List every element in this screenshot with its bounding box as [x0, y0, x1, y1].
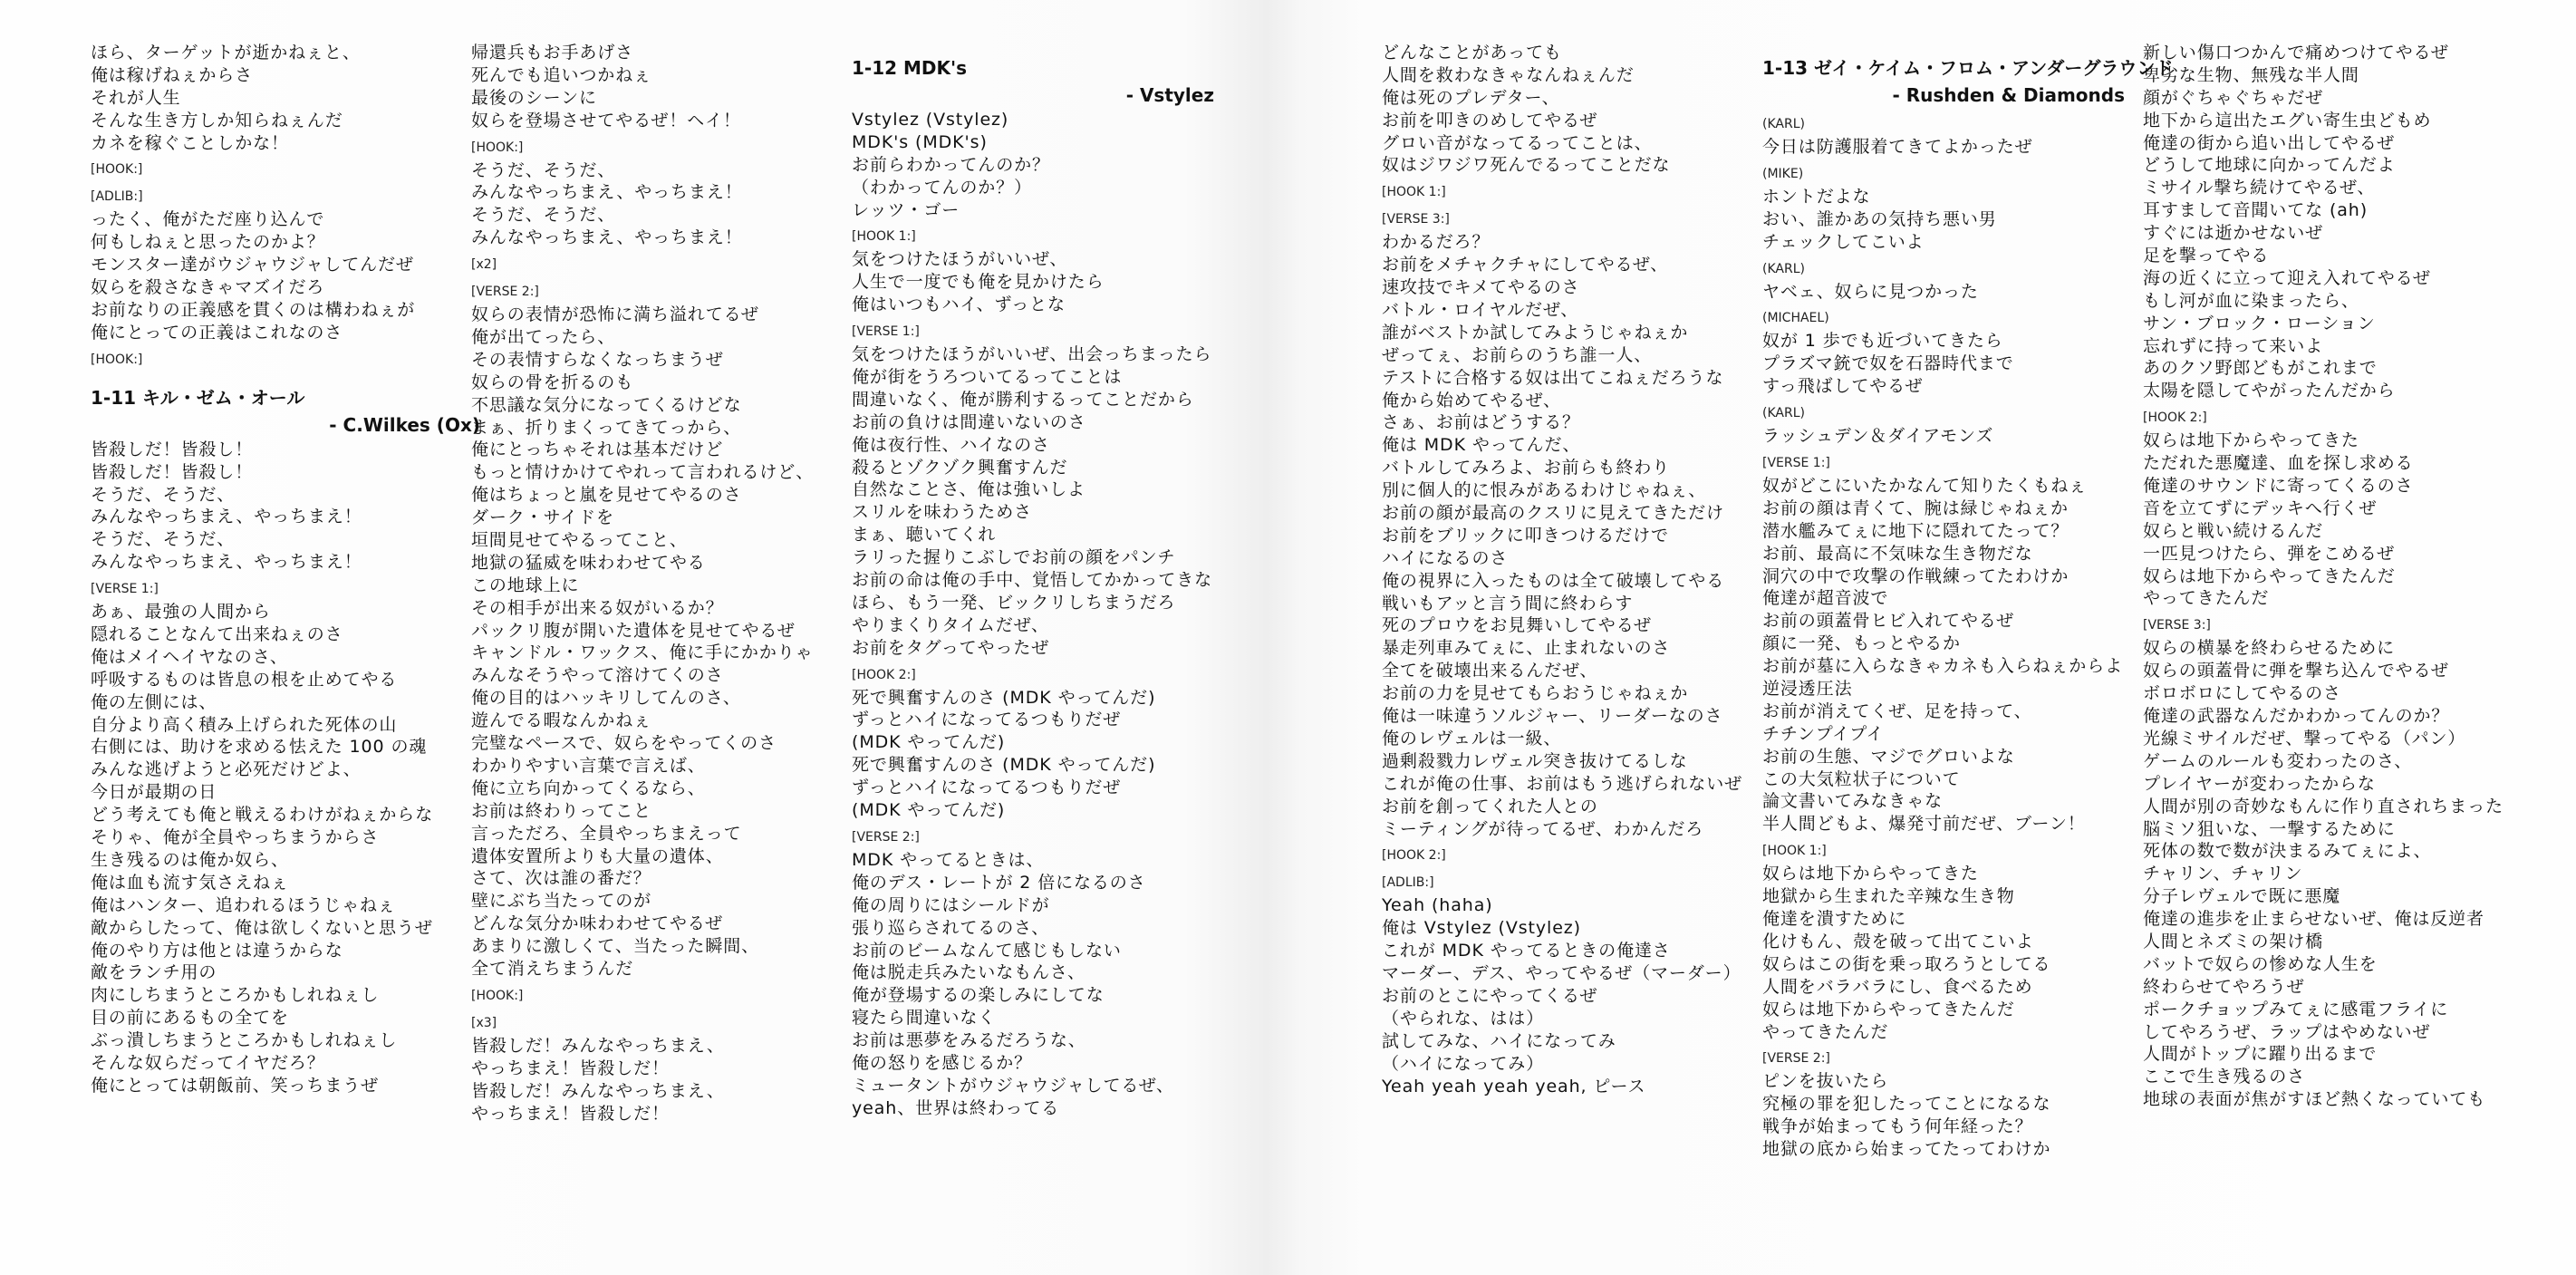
lyric-line: パックリ腹が開いた遺体を見せてやるぜ [471, 620, 796, 641]
lyric-line: 音を立てずにデッキへ行くぜ [2143, 497, 2378, 518]
lyric-line: 何もしねぇと思ったのかよ？ [91, 232, 325, 253]
lyric-line: 俺は夜行性、ハイなのさ [852, 434, 1050, 455]
section-tag: [VERSE 1:] [852, 324, 920, 340]
lyric-line: 全て消えちまうんだ [471, 958, 634, 979]
lyric-line: 俺はいつもハイ、ずっとな [852, 295, 1066, 315]
lyric-line: 顔がぐちゃぐちゃだぜ [2143, 87, 2324, 108]
lyric-line: 論文書いてみなきゃな [1762, 791, 1944, 812]
lyric-line: 俺達の武器なんだかわかってんのか？ [2143, 706, 2450, 727]
lyric-line: 一匹見つけたら、弾をこめるぜ [2143, 543, 2396, 564]
lyric-line: 速攻技でキメてやるのさ [1382, 277, 1580, 298]
lyric-line: そうだ、そうだ、 [91, 484, 236, 505]
lyric-line: 奴らは地下からやってきたんだ [1762, 999, 2015, 1019]
lyric-line: 今日が最期の日 [91, 782, 217, 803]
section-tag: [VERSE 1:] [1762, 456, 1830, 471]
lyric-line: そうだ、そうだ、 [471, 205, 616, 226]
lyric-line: 人間をバラバラにし、食べるため [1762, 976, 2033, 997]
lyric-line: 顔に一発、もっとやるか [1762, 633, 1961, 654]
lyric-line: 今日は防護服着てきてよかったぜ [1762, 137, 2033, 157]
lyric-line: 俺達のサウンドに寄ってくるのさ [2143, 476, 2414, 497]
lyric-line: 敵からしたって、俺は欲しくないと思うぜ [91, 917, 433, 938]
lyric-line: みんな逃げようと必死だけどよ、 [91, 759, 362, 780]
lyric-line: さて、次は誰の番だ？ [471, 868, 651, 889]
lyric-line: ポークチョップみてぇに感電フライに [2143, 999, 2449, 1019]
lyric-line: ぜってぇ、お前らのうち誰一人、 [1382, 344, 1653, 365]
lyric-line: この地球上に [471, 575, 580, 595]
lyric-line: 右側には、助けを求める怯えた 100 の魂 [91, 737, 428, 758]
lyric-line: やっちまえ！皆殺しだ！ [471, 1103, 670, 1124]
lyric-line: キャンドル・ワックス、俺に手にかかりゃ [471, 642, 814, 663]
lyric-line: 俺達を潰すために [1762, 909, 1907, 930]
lyrics-column-2 [471, 42, 861, 1125]
lyric-line: 光線ミサイルだぜ、撃ってやる（パン） [2143, 728, 2466, 749]
lyric-line: さぁ、お前はどうする？ [1382, 412, 1580, 433]
track-title: 1-13 ゼイ・ケイム・フロム・アンダーグラウンド [1762, 57, 2174, 79]
lyric-line: 地球の表面が焦がすほど熱くなっていても [2143, 1089, 2486, 1110]
lyric-line: 自然なことさ、俺は強いしよ [852, 479, 1085, 500]
lyric-line: 奴らと戦い続けるんだ [2143, 520, 2324, 541]
lyric-line: 戦争が始まってもう何年経った？ [1762, 1116, 2033, 1137]
lyric-line: 俺はメイヘイヤなのさ、 [91, 646, 288, 667]
lyric-line: みんなやっちまえ、やっちまえ！ [471, 227, 743, 248]
lyric-line: そうだ、そうだ、 [471, 159, 616, 180]
lyric-line: 奴らの横暴を終わらせるために [2143, 638, 2396, 659]
lyrics-column-6 [2143, 42, 2533, 1111]
lyric-line: (MDK やってんだ) [852, 732, 1006, 753]
lyric-line: 皆殺しだ！皆殺し！ [91, 439, 254, 459]
lyric-line: 呼吸するものは皆息の根を止めてやる [91, 669, 398, 690]
lyric-line: 半人間どもよ、爆発寸前だぜ、ブーン！ [1762, 814, 2086, 835]
lyric-line: お前をメチャクチャにしてやるぜ、 [1382, 255, 1669, 275]
lyric-line: 俺の怒りを感じるか？ [852, 1052, 1033, 1073]
lyric-line: 俺は MDK やってんだ、 [1382, 435, 1581, 456]
lyric-line: 地獄の底から始まってたってわけか [1762, 1139, 2051, 1160]
lyric-line: 俺達が超音波で [1762, 588, 1889, 609]
lyric-line: 奴らの表情が恐怖に満ち溢れてるぜ [471, 304, 759, 325]
lyric-line: 終わらせてやろうぜ [2143, 976, 2305, 997]
lyric-line: 死のプロウをお見舞いしてやるぜ [1382, 615, 1652, 636]
lyric-line: その相手が出来る奴がいるか？ [471, 597, 724, 618]
lyric-line: 究極の罪を犯したってことになるな [1762, 1094, 2051, 1115]
lyric-line: 人間を救わなきゃなんねぇんだ [1382, 64, 1635, 85]
lyric-line: 俺にとっちゃそれは基本だけど [471, 439, 724, 460]
lyric-line: 太陽を隠してやがったんだから [2143, 381, 2396, 401]
lyric-line: マーダー、デス、やってやるぜ（マーダー） [1382, 963, 1741, 984]
lyric-line: 隠れることなんて出来ねぇのさ [91, 624, 343, 645]
lyric-line: ヤベェ、奴らに見つかった [1762, 281, 1979, 302]
lyric-line: 間違いなく、俺が勝利するってことだから [852, 389, 1194, 410]
lyric-line: 皆殺しだ！皆殺し！ [91, 461, 254, 482]
lyrics-column-4 [1382, 42, 1771, 1097]
lyric-line: そりゃ、俺が全員やっちまうからさ [91, 827, 380, 848]
lyric-line: おい、誰かあの気持ち悪い男 [1762, 208, 1997, 229]
lyric-line: ミーティングが待ってるぜ、わかんだろ [1382, 818, 1704, 839]
lyric-line: 気をつけたほうがいいぜ、 [852, 249, 1068, 270]
lyric-line: ほら、ターゲットが逝かねぇと、 [91, 43, 361, 63]
lyric-line: 俺は死のプレデター、 [1382, 87, 1560, 108]
lyric-line: これが俺の仕事、お前はもう逃げられないぜ [1382, 773, 1743, 794]
lyric-line: まぁ、聴いてくれ [852, 525, 997, 546]
lyric-line: そうだ、そうだ、 [91, 529, 236, 550]
lyric-line: お前は終わりってこと [471, 800, 652, 821]
lyric-line: 殺るとゾクゾク興奮すんだ [852, 457, 1068, 478]
lyric-line: バトルしてみろよ、お前らも終わり [1382, 458, 1671, 478]
lyric-line: あぁ、最強の人間から [91, 602, 271, 623]
lyrics-column-3 [852, 42, 1214, 1120]
section-tag: (KARL) [1762, 261, 1805, 276]
lyric-line: どう考えても俺と戦えるわけがねぇからな [91, 805, 434, 826]
lyric-line: 全てを破壊出来るんだぜ、 [1382, 661, 1598, 681]
lyric-line: （ハイになってみ） [1382, 1053, 1545, 1074]
lyric-line: お前の力を見せてもらおうじゃねぇか [1382, 683, 1689, 704]
lyric-line: この大気粒状子について [1762, 768, 1961, 789]
lyric-line: ピンを抜いたら [1762, 1071, 1889, 1092]
lyric-line: 俺にとっての正義はこれなのさ [91, 322, 343, 343]
lyric-line: 俺はちょっと嵐を見せてやるのさ [471, 485, 742, 506]
lyric-line: 奴が 1 歩でも近づいてきたら [1762, 331, 2003, 352]
lyric-line: みんなやっちまえ、やっちまえ！ [91, 507, 362, 527]
lyric-line: 俺は一味違うソルジャー、リーダーなのさ [1382, 706, 1723, 727]
lyric-line: お前のビームなんて感じもしない [852, 940, 1122, 961]
lyric-line: お前の命は俺の手中、覚悟してかかってきな [852, 570, 1213, 591]
lyric-line: プレイヤーが変わったからな [2143, 773, 2376, 794]
lyric-line: どんな気分か味わわせてやるぜ [471, 913, 724, 934]
lyric-line: 卑劣な生物、無残な半人間 [2143, 64, 2359, 85]
section-tag: [HOOK:] [91, 162, 143, 178]
section-tag: [VERSE 2:] [852, 829, 920, 845]
lyric-line: お前のとこにやってくるぜ [1382, 985, 1598, 1006]
lyric-line: お前をタグってやったぜ [852, 637, 1050, 658]
lyric-line: 俺が街をうろついてるってことは [852, 367, 1123, 388]
lyric-line: 俺は稼げねぇからさ [91, 64, 254, 85]
section-tag: [VERSE 3:] [1382, 212, 1450, 227]
section-tag: [VERSE 2:] [471, 285, 539, 300]
lyric-line: 逆浸透圧法 [1762, 679, 1853, 700]
lyric-line: (MDK やってんだ) [852, 800, 1006, 821]
lyric-line: 誰がベストか試してみようじゃねぇか [1382, 322, 1689, 343]
lyric-line: バトル・ロイヤルだぜ、 [1382, 300, 1579, 321]
lyric-line: 人間とネズミの架け橋 [2143, 931, 2324, 951]
lyric-line: そんな奴らだってイヤだろ？ [91, 1052, 325, 1073]
lyric-line: わかるだろ？ [1382, 232, 1491, 253]
lyric-line: 俺に立ち向かってくるなら、 [471, 778, 706, 798]
lyric-line: お前らわかってんのか？ [852, 154, 1050, 175]
lyric-line: もし河が血に染まったら、 [2143, 290, 2359, 311]
lyric-line: チャリン、チャリン [2143, 864, 2303, 884]
lyric-line: お前の顔が最高のクスリに見えてきただけ [1382, 503, 1724, 524]
lyric-line: 俺は脱走兵みたいなもんさ、 [852, 962, 1085, 983]
lyric-line: 地下から這出たエグい寄生虫どもめ [2143, 110, 2432, 130]
lyric-line: サン・ブロック・ローション [2143, 313, 2376, 333]
lyric-line: 俺はハンター、追われるほうじゃねぇ [91, 894, 396, 915]
lyric-line: 不思議な気分になってくるけどな [471, 394, 742, 415]
lyric-line: お前を創ってくれた人との [1382, 796, 1598, 816]
section-tag: [HOOK 2:] [1382, 848, 1446, 864]
lyric-line: （やられな、はは） [1382, 1008, 1545, 1029]
section-tag: (MICHAEL) [1762, 311, 1829, 326]
lyric-line: 遺体安置所よりも大量の遺体、 [471, 845, 724, 866]
section-tag: [HOOK:] [471, 988, 524, 1003]
lyric-line: ラリった握りこぶしでお前の顔をパンチ [852, 547, 1176, 568]
lyric-line: 死で興奮すんのさ (MDK やってんだ) [852, 687, 1156, 708]
lyric-line: あのクソ野郎どもがこれまで [2143, 358, 2378, 379]
lyric-line: Vstylez (Vstylez) [852, 110, 1009, 130]
lyric-line: 奴らは地下からやってきたんだ [2143, 565, 2396, 586]
track-artist: - Vstylez [1125, 84, 1214, 106]
lyric-line: お前の顔は青くて、腕は緑じゃねぇか [1762, 497, 2069, 518]
lyric-line: お前の生態、マジでグロいよな [1762, 746, 2015, 767]
lyric-line: モンスター達がウジャウジャしてんだぜ [91, 255, 414, 275]
lyric-line: ミュータントがウジャウジャしてるぜ、 [852, 1075, 1174, 1096]
lyric-line: チェックしてこいよ [1762, 231, 1925, 252]
lyric-line: お前、最高に不気味な生き物だな [1762, 543, 2033, 564]
lyric-line: テストに合格する奴は出てこねぇだろうな [1382, 367, 1724, 388]
lyric-line: 過剰殺戮力レヴェル突き抜けてるしな [1382, 750, 1688, 771]
lyric-line: 俺の目的はハッキリしてんのさ、 [471, 688, 741, 709]
lyric-line: 垣間見せてやるってこと、 [471, 530, 688, 551]
lyric-line: MDK's (MDK's) [852, 131, 988, 152]
lyric-line: 海の近くに立って迎え入れてやるぜ [2143, 267, 2431, 288]
lyric-line: お前を叩きのめしてやるぜ [1382, 110, 1598, 130]
lyric-line: 俺は血も流す気さえねぇ [91, 872, 289, 893]
lyric-line: 別に個人的に恨みがあるわけじゃねぇ、 [1382, 480, 1707, 501]
lyric-line: 気をつけたほうがいいぜ、出会っちまったら [852, 344, 1212, 365]
lyric-line: みんなやっちまえ、やっちまえ！ [91, 552, 362, 573]
lyric-line: やっちまえ！皆殺しだ！ [471, 1058, 670, 1078]
lyric-line: ぶっ潰しちまうところかもしれねぇし [91, 1030, 398, 1051]
lyric-line: どうして地球に向かってんだよ [2143, 155, 2396, 176]
lyric-line: どんなことがあっても [1382, 43, 1562, 63]
lyric-line: 奴らはこの街を乗っ取ろうとしてる [1762, 953, 2051, 974]
lyric-line: 俺のやり方は他とは違うからな [91, 940, 343, 961]
lyric-line: 俺は Vstylez (Vstylez) [1382, 918, 1581, 939]
lyric-line: やってきたんだ [1762, 1021, 1889, 1042]
lyric-line: 忘れずに持って来いよ [2143, 335, 2324, 356]
lyric-line: 奴らの骨を折るのも [471, 372, 634, 392]
lyric-line: ここで生き残るのさ [2143, 1067, 2306, 1087]
lyric-line: 化けもん、殻を破って出てこいよ [1762, 931, 2034, 951]
lyric-line: やりまくりタイムだぜ、 [852, 614, 1049, 635]
lyric-line: ボロボロにしてやるのさ [2143, 683, 2341, 704]
lyric-line: 地獄から生まれた辛辣な生き物 [1762, 886, 2015, 907]
section-tag: [ADLIB:] [91, 189, 143, 205]
lyric-line: 肉にしちまうところかもしれねぇし [91, 985, 380, 1006]
lyric-line: 寝たら間違いなく [852, 1008, 997, 1029]
section-tag: [VERSE 3:] [2143, 618, 2211, 633]
lyric-line: すっ飛ばしてやるぜ [1762, 376, 1924, 397]
section-tag: (MIKE) [1762, 166, 1804, 181]
lyric-line: 人間がトップに躍り出るまで [2143, 1044, 2378, 1065]
lyric-line: 言っただろ、全員やっちまえって [471, 823, 742, 844]
lyric-line: 皆殺しだ！みんなやっちまえ、 [471, 1080, 725, 1101]
lyric-line: お前が消えてくぜ、足を持って、 [1762, 700, 2032, 721]
lyric-line: 死体の数で数が決まるみてぇによ、 [2143, 841, 2432, 862]
lyric-line: 死んでも追いつかねぇ [471, 64, 652, 85]
section-tag: [VERSE 1:] [91, 582, 159, 597]
lyric-line: その表情すらなくなっちまうぜ [471, 349, 724, 370]
track-artist: - C.Wilkes (Ox) [329, 413, 480, 436]
lyric-line: 死で興奮すんのさ (MDK やってんだ) [852, 755, 1156, 776]
lyric-line: 戦いもアッと言う間に終わらす [1382, 593, 1634, 613]
lyric-line: ったく、俺がただ座り込んで [91, 209, 325, 230]
lyric-line: 俺が登場するの楽しみにしてな [852, 985, 1105, 1006]
lyric-line: 皆殺しだ！みんなやっちまえ、 [471, 1035, 725, 1056]
lyric-line: それが人生 [91, 87, 181, 108]
lyric-line: 俺達の街から追い出してやるぜ [2143, 132, 2396, 153]
lyric-line: まぁ、折りまくってきてっから、 [471, 417, 742, 438]
lyric-line: 壁にぶち当たってのが [471, 891, 652, 912]
lyric-line: 最後のシーンに [471, 87, 597, 108]
lyric-line: 奴らの頭蓋骨に弾を撃ち込んでやるぜ [2143, 661, 2449, 681]
lyric-line: 試してみな、ハイになってみ [1382, 1030, 1616, 1051]
lyric-line: お前をブリックに叩きつけるだけで [1382, 525, 1669, 546]
lyric-line: してやろうぜ、ラップはやめないぜ [2143, 1021, 2431, 1042]
lyric-line: みんなやっちまえ、やっちまえ！ [471, 182, 743, 203]
lyric-line: そんな生き方しか知らねぇんだ [91, 110, 343, 130]
lyric-line: MDK やってるときは、 [852, 849, 1045, 870]
lyric-line: ずっとハイになってるつもりだぜ [852, 778, 1122, 798]
track-title: 1-12 MDK's [852, 57, 968, 79]
lyric-line: 俺の視界に入ったものは全て破壊してやる [1382, 570, 1725, 591]
lyrics-column-1 [91, 42, 480, 1097]
lyric-line: ほら、もう一発、ビックリしちまうだろ [852, 592, 1176, 613]
lyric-line: 奴らは地下からやってきた [2143, 430, 2359, 451]
section-tag: [HOOK 1:] [1762, 844, 1827, 859]
track-artist: - Rushden & Diamonds [1892, 84, 2125, 106]
lyric-line: 俺から始めてやるぜ、 [1382, 390, 1561, 411]
lyric-line: （わかってんのか？） [852, 177, 1033, 198]
lyrics-column-5 [1762, 42, 2174, 1161]
lyric-line: プラズマ銃で奴を石器時代まで [1762, 353, 2014, 374]
lyric-line: 人生で一度でも俺を見かけたら [852, 272, 1105, 293]
lyric-line: 洞穴の中で攻撃の作戦練ってたわけか [1762, 565, 2069, 586]
lyric-line: 奴がどこにいたかなんて知りたくもねぇ [1762, 476, 2088, 497]
lyric-line: カネを稼ぐことしかな！ [91, 132, 289, 153]
lyric-line: 奴らを登場させてやるぜ！ヘイ！ [471, 110, 741, 130]
lyric-line: 脳ミソ狙いな、一撃するために [2143, 818, 2396, 839]
lyric-line: 俺が出てったら、 [471, 327, 616, 348]
lyric-line: やってきたんだ [2143, 588, 2270, 609]
lyric-line: 俺の左側には、 [91, 691, 217, 712]
lyric-line: 俺達の進歩を止まらせないぜ、俺は反逆者 [2143, 909, 2484, 930]
lyric-line: お前なりの正義感を貫くのは構わねぇが [91, 300, 416, 321]
section-tag: [ADLIB:] [1382, 875, 1434, 891]
lyric-line: yeah、世界は終わってる [852, 1097, 1060, 1118]
lyric-line: 潜水艦みてぇに地下に隠れてたって？ [1762, 520, 2069, 541]
lyric-line: 暴走列車みてぇに、止まれないのさ [1382, 638, 1671, 659]
lyric-line: バットで奴らの惨めな人生を [2143, 953, 2378, 974]
lyric-line: 帰還兵もお手あげさ [471, 43, 634, 63]
track-title: 1-11 キル・ゼム・オール [91, 386, 305, 409]
lyric-line: 張り巡らされてるのさ、 [852, 917, 1050, 938]
lyric-line: すぐには逝かせないぜ [2143, 223, 2324, 244]
lyric-line: 俺にとっては朝飯前、笑っちまうぜ [91, 1075, 380, 1096]
lyric-line: グロい音がなってるってことは、 [1382, 132, 1653, 153]
lyric-line: 俺のレヴェルは一級、 [1382, 728, 1562, 749]
lyric-line: 奴はジワジワ死んでるってことだな [1382, 155, 1671, 176]
lyric-line: Yeah yeah yeah yeah, ピース [1382, 1076, 1646, 1096]
lyric-line: もっと情けかけてやれって言われるけど、 [471, 462, 815, 483]
lyric-line: ハイになるのさ [1382, 547, 1509, 568]
section-tag: [VERSE 2:] [1762, 1051, 1830, 1067]
lyric-line: ずっとハイになってるつもりだぜ [852, 710, 1122, 730]
lyric-line: あまりに激しくて、当たった瞬間、 [471, 936, 760, 957]
lyric-line: 俺のデス・レートが 2 倍になるのさ [852, 872, 1146, 893]
lyric-line: 遊んでる暇なんかねぇ [471, 710, 652, 731]
lyric-line: 完璧なペースで、奴らをやってくのさ [471, 733, 777, 754]
lyric-line: 目の前にあるもの全てを [91, 1008, 289, 1029]
lyric-line: ホントだよな [1762, 186, 1871, 207]
lyric-line: 足を撃ってやる [2143, 246, 2270, 266]
lyric-line: ミサイル撃ち続けてやるぜ、 [2143, 178, 2376, 198]
lyric-line: 生き残るのは俺か奴ら、 [91, 849, 289, 870]
lyric-line: 新しい傷口つかんで痛めつけてやるぜ [2143, 43, 2449, 63]
lyric-line: 奴らは地下からやってきた [1762, 864, 1979, 884]
lyric-line: 耳すまして音聞いてな (ah) [2143, 200, 2369, 221]
section-tag: [HOOK 1:] [852, 229, 916, 245]
lyric-line: ダーク・サイドを [471, 507, 614, 528]
lyric-line: 自分より高く積み上げられた死体の山 [91, 714, 398, 735]
lyric-line: 敵をランチ用の [91, 962, 217, 983]
section-tag: [HOOK 2:] [852, 667, 916, 682]
lyric-line: Yeah (haha) [1382, 895, 1493, 916]
lyric-line: スリルを味わうためさ [852, 502, 1033, 523]
lyric-line: 地獄の猛威を味わわせてやる [471, 552, 706, 573]
lyric-line: わかりやすい言葉で言えば、 [471, 755, 706, 776]
lyric-line: ただれた悪魔達、血を探し求める [2143, 453, 2414, 474]
lyric-line: チチンプイプイ [1762, 723, 1885, 744]
lyric-line: レッツ・ゴー [852, 199, 960, 220]
lyric-line: 分子レヴェルで既に悪魔 [2143, 886, 2341, 907]
lyric-line: 人間が別の奇妙なもんに作り直されちまった [2143, 796, 2504, 816]
section-tag: (KARL) [1762, 406, 1805, 421]
section-tag: [HOOK 1:] [1382, 185, 1446, 200]
lyric-line: みんなそうやって溶けてくのさ [471, 665, 724, 686]
lyric-line: お前の頭蓋骨ヒビ入れてやるぜ [1762, 611, 2015, 632]
lyric-line: 奴らを殺さなきゃマズイだろ [91, 277, 325, 298]
lyric-line: お前は悪夢をみるだろうな、 [852, 1030, 1086, 1051]
lyric-line: ゲームのルールも変わったのさ、 [2143, 750, 2413, 771]
lyric-line: お前の負けは間違いないのさ [852, 411, 1086, 432]
section-tag: [x3] [471, 1015, 497, 1030]
lyric-line: 俺の周りにはシールドが [852, 894, 1050, 915]
section-tag: [HOOK 2:] [2143, 411, 2207, 426]
section-tag: [x2] [471, 257, 497, 273]
lyric-line: これが MDK やってるときの俺達さ [1382, 941, 1671, 961]
lyric-line: お前が墓に入らなきゃカネも入らねぇからよ [1762, 656, 2124, 677]
section-tag: (KARL) [1762, 117, 1805, 131]
lyric-line: ラッシュデン＆ダイアモンズ [1762, 426, 1994, 447]
section-tag: [HOOK:] [471, 140, 524, 155]
section-tag: [HOOK:] [91, 352, 143, 367]
